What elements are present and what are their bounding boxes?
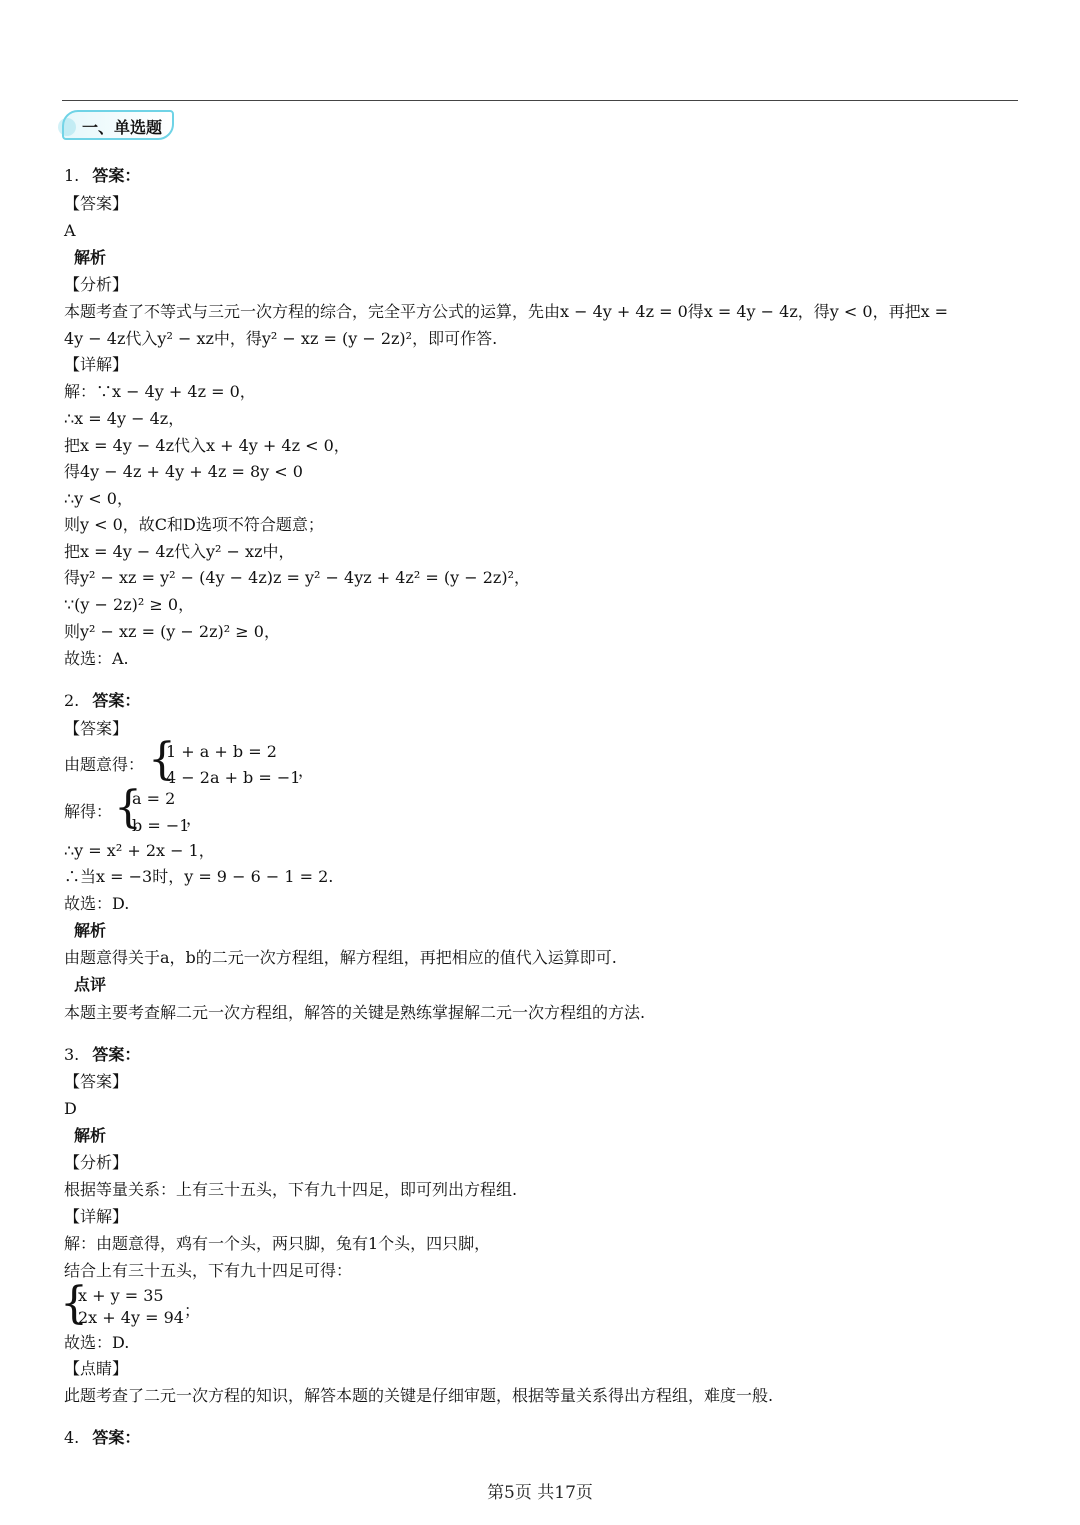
page-footer: 第5页 共17页 — [487, 1483, 593, 1503]
q2-sys2-row1: a = 2 — [132, 789, 176, 808]
q2-analysis-heading: 解析 — [74, 921, 107, 940]
q1-fenxi-line2: 4y − 4z代入y² − xz中，得y² − xz = (y − 2z)²，即可作答. — [64, 329, 498, 348]
q2-line-b: ∴当x = −3时，y = 9 − 6 − 1 = 2. — [64, 867, 334, 886]
banner-decoration — [58, 118, 76, 136]
q2-sys2-end: ， — [186, 809, 203, 828]
q1-step: 得y² − xz = y² − (4y − 4z)z = y² − 4yz + 4z² = (y − 2z)²， — [64, 568, 530, 587]
q1-step: ∴y < 0， — [64, 489, 133, 508]
q4-header — [64, 1428, 140, 1448]
q2-sys1-end: ， — [298, 761, 315, 780]
q1-answer-heading: 答案： — [92, 166, 141, 185]
q3-sys-brace: { — [60, 1278, 88, 1329]
q4-answer-heading: 答案： — [92, 1428, 141, 1447]
q1-step: 解：∵x − 4y + 4z = 0， — [64, 382, 256, 401]
q2-line-a: ∴y = x² + 2x − 1， — [64, 841, 215, 860]
q1-header — [64, 166, 140, 186]
q3-sys-row1: x + y = 35 — [78, 1286, 164, 1305]
q2-sys1-brace: { — [148, 734, 176, 785]
q3-answer-heading: 答案： — [92, 1045, 141, 1064]
q1-step: 则y² − xz = (y − 2z)² ≥ 0， — [64, 622, 280, 641]
q3-header — [64, 1045, 140, 1065]
q1-answer: A — [64, 221, 76, 240]
q2-sys1-row2: 4 − 2a + b = −1 — [166, 768, 301, 787]
q1-step: ∵(y − 2z)² ≥ 0， — [64, 595, 195, 614]
q1-answer-tag: 【答案】 — [64, 194, 129, 213]
q3-number: 3. — [64, 1045, 80, 1064]
q1-analysis-heading: 解析 — [74, 248, 107, 267]
q2-comment: 本题主要考查解二元一次方程组，解答的关键是熟练掌握解二元一次方程组的方法. — [64, 1003, 646, 1022]
q3-sys-end: ； — [184, 1301, 201, 1320]
q3-detail-line1: 解：由题意得，鸡有一个头，两只脚，兔有1个头，四只脚， — [64, 1234, 491, 1253]
q1-step: 把x = 4y − 4z代入y² − xz中， — [64, 542, 295, 561]
q2-sys2-label: 解得： — [64, 802, 113, 821]
q2-answer-heading: 答案： — [92, 691, 141, 710]
q2-sys2-brace: { — [114, 782, 142, 833]
q1-fenxi-tag: 【分析】 — [64, 275, 129, 294]
q2-answer-tag: 【答案】 — [64, 719, 129, 738]
q2-analysis: 由题意得关于a，b的二元一次方程组，解方程组，再把相应的值代入运算即可. — [64, 948, 617, 967]
q1-step: 把x = 4y − 4z代入x + 4y + 4z < 0， — [64, 436, 350, 455]
q3-fenxi: 根据等量关系：上有三十五头，下有九十四足，即可列出方程组. — [64, 1180, 518, 1199]
q3-answer: D — [64, 1099, 77, 1118]
section-title: 一、单选题 — [82, 118, 163, 137]
q1-step: ∴x = 4y − 4z， — [64, 409, 185, 428]
q2-sys2-row2: b = −1 — [132, 816, 190, 835]
q3-detail-tag: 【详解】 — [64, 1207, 129, 1226]
q2-header — [64, 691, 140, 711]
q2-sys1-row1: 1 + a + b = 2 — [166, 742, 277, 761]
q1-step: 得4y − 4z + 4y + 4z = 8y < 0 — [64, 462, 303, 481]
q2-choose: 故选：D. — [64, 894, 130, 913]
q3-answer-tag: 【答案】 — [64, 1072, 129, 1091]
q3-sys-row2: 2x + 4y = 94 — [78, 1308, 184, 1327]
q3-fenxi-tag: 【分析】 — [64, 1153, 129, 1172]
q3-analysis-heading: 解析 — [74, 1126, 107, 1145]
q1-fenxi-line1: 本题考查了不等式与三元一次方程的综合，完全平方公式的运算，先由x − 4y + 4z = 0得x = 4y − 4z，得y < 0，再把x = — [64, 302, 949, 321]
q2-sys1-label: 由题意得： — [64, 755, 145, 774]
q3-comment-tag: 【点睛】 — [64, 1359, 129, 1378]
q1-step: 则y < 0，故C和D选项不符合题意； — [64, 515, 324, 534]
q1-detail-tag: 【详解】 — [64, 355, 129, 374]
q2-comment-heading: 点评 — [74, 975, 107, 994]
section-banner — [62, 110, 174, 140]
q1-step: 故选：A. — [64, 649, 129, 668]
q4-number: 4. — [64, 1428, 80, 1447]
q3-choose: 故选：D. — [64, 1333, 130, 1352]
q3-detail-line2: 结合上有三十五头，下有九十四足可得： — [64, 1261, 353, 1280]
q1-number: 1. — [64, 166, 80, 185]
q3-comment: 此题考查了二元一次方程的知识，解答本题的关键是仔细审题，根据等量关系得出方程组，难度一般. — [64, 1386, 774, 1405]
header-rule — [62, 100, 1018, 101]
q2-number: 2. — [64, 691, 80, 710]
